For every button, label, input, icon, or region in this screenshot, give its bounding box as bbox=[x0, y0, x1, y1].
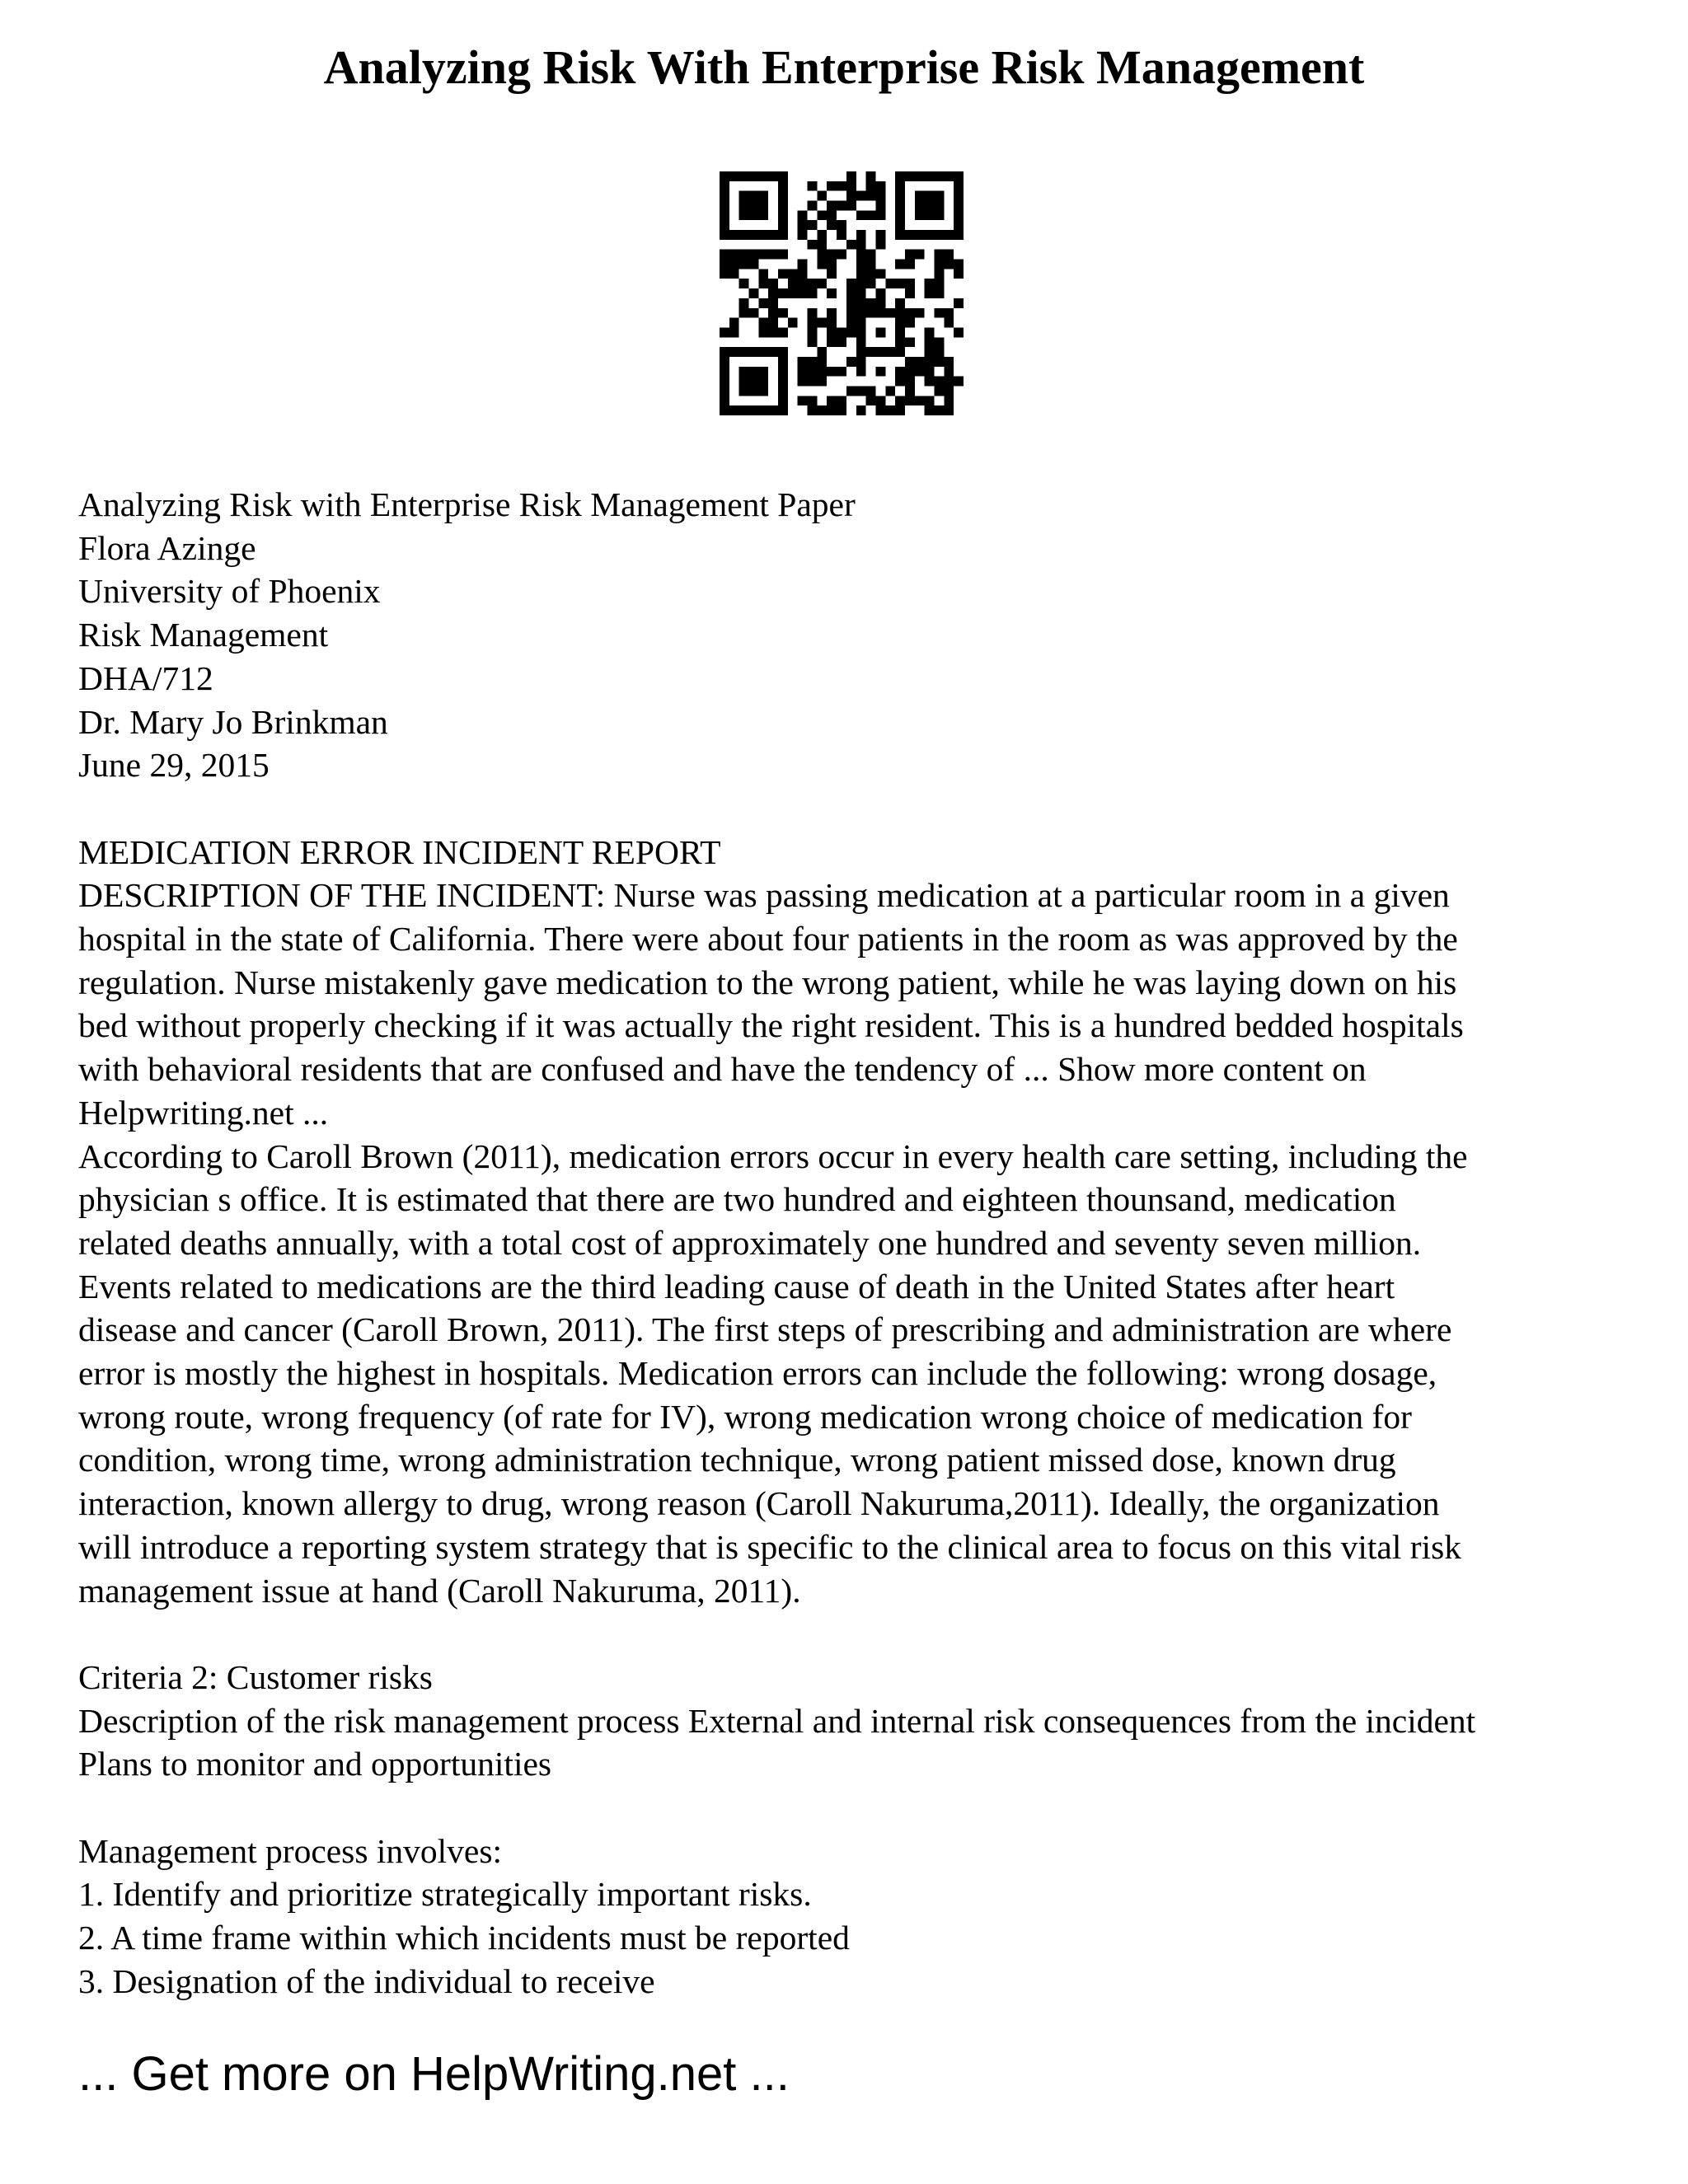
document-title: Analyzing Risk With Enterprise Risk Management bbox=[323, 40, 1365, 94]
paragraph-line: wrong route, wrong frequency (of rate for IV), wrong medication wrong choice of medication for bbox=[78, 1397, 1412, 1436]
report-heading: MEDICATION ERROR INCIDENT REPORT bbox=[78, 832, 721, 871]
list-item: 2. A time frame within which incidents must be reported bbox=[78, 1919, 850, 1957]
paragraph-line: bed without properly checking if it was actually the right resident. This is a hundred bedded hospitals bbox=[78, 1006, 1464, 1045]
criteria-paragraph bbox=[78, 1699, 1628, 1786]
paragraph-line: regulation. Nurse mistakenly gave medication to the wrong patient, while he was laying down on his bbox=[78, 963, 1457, 1001]
get-more-link[interactable]: ... Get more on HelpWriting.net ... bbox=[78, 2047, 790, 2101]
course-code-line: DHA/712 bbox=[78, 658, 213, 697]
process-list bbox=[78, 1872, 1628, 2003]
process-heading: Management process involves: bbox=[78, 1831, 503, 1870]
paragraph-line: will introduce a reporting system strategy that is specific to the clinical area to focus on this vital risk bbox=[78, 1527, 1461, 1566]
incident-description-paragraph bbox=[78, 874, 1628, 1134]
paragraph-line: related deaths annually, with a total cost of approximately one hundred and seventy seven million. bbox=[78, 1223, 1422, 1262]
list-item: 1. Identify and prioritize strategically important risks. bbox=[78, 1875, 812, 1914]
author-line: Flora Azinge bbox=[78, 528, 256, 567]
paragraph-line: management issue at hand (Caroll Nakuruma, 2011). bbox=[78, 1571, 801, 1610]
date-line: June 29, 2015 bbox=[78, 746, 270, 785]
paragraph-line: Description of the risk management process External and internal risk consequences from the incident bbox=[78, 1701, 1476, 1740]
instructor-line: Dr. Mary Jo Brinkman bbox=[78, 702, 388, 741]
paragraph-line: interaction, known allergy to drug, wrong reason (Caroll Nakuruma,2011). Ideally, the organization bbox=[78, 1484, 1440, 1523]
paragraph-line: DESCRIPTION OF THE INCIDENT: Nurse was passing medication at a particular room in a given bbox=[78, 876, 1450, 915]
qr-code-icon bbox=[720, 171, 964, 415]
medication-errors-paragraph bbox=[78, 1135, 1628, 1613]
paragraph-line: condition, wrong time, wrong administration technique, wrong patient missed dose, known drug bbox=[78, 1441, 1396, 1479]
paper-title-line: Analyzing Risk with Enterprise Risk Management Paper bbox=[78, 485, 856, 523]
paragraph-line: with behavioral residents that are confused and have the tendency of ... Show more content on bbox=[78, 1050, 1367, 1089]
paragraph-line: error is mostly the highest in hospitals. Medication errors can include the following: wrong dosage, bbox=[78, 1354, 1437, 1393]
header-block bbox=[78, 483, 1628, 787]
paragraph-line: physician s office. It is estimated that there are two hundred and eighteen thounsand, medication bbox=[78, 1180, 1396, 1219]
paragraph-line: According to Caroll Brown (2011), medication errors occur in every health care setting, including the bbox=[78, 1137, 1468, 1175]
paragraph-line: Helpwriting.net ... bbox=[78, 1093, 329, 1132]
criteria-heading: Criteria 2: Customer risks bbox=[78, 1657, 433, 1696]
list-item: 3. Designation of the individual to receive bbox=[78, 1961, 655, 2000]
paragraph-line: Plans to monitor and opportunities bbox=[78, 1745, 552, 1783]
document-body bbox=[78, 483, 1628, 2004]
course-line: Risk Management bbox=[78, 616, 329, 654]
institution-line: University of Phoenix bbox=[78, 572, 381, 611]
paragraph-line: disease and cancer (Caroll Brown, 2011). The first steps of prescribing and administration are where bbox=[78, 1310, 1452, 1349]
paragraph-line: Events related to medications are the third leading cause of death in the United States after heart bbox=[78, 1267, 1395, 1305]
paragraph-line: hospital in the state of California. There were about four patients in the room as was approved by the bbox=[78, 920, 1458, 958]
